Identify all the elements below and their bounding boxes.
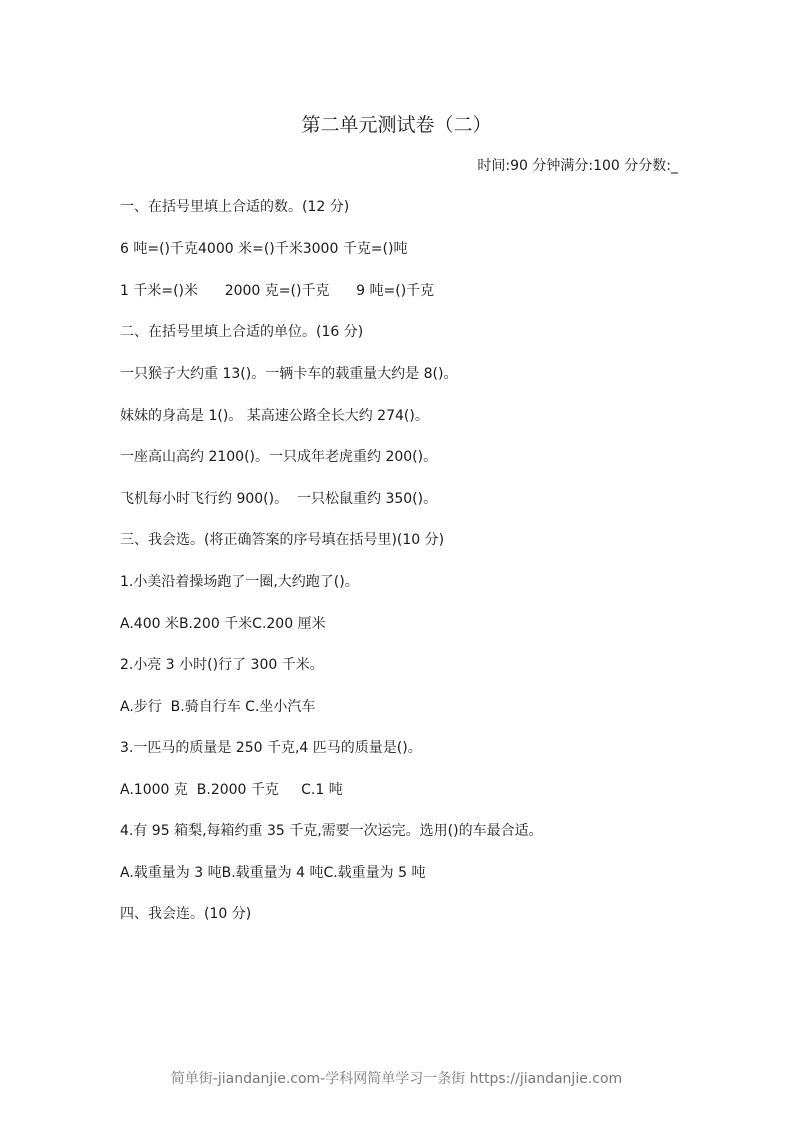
section-1-heading: 一、在括号里填上合适的数。(12 分)	[120, 199, 350, 215]
section-3-options-3: A.1000 克 B.2000 千克 C.1 吨	[120, 782, 343, 798]
section-3-heading: 三、我会选。(将正确答案的序号填在括号里)(10 分)	[120, 532, 445, 548]
section-1-question-2: 1 千米=()米 2000 克=()千克 9 吨=()千克	[120, 283, 435, 299]
section-2-question-2: 妹妹的身高是 1()。 某高速公路全长大约 274()。	[120, 408, 429, 424]
document-title: 第二单元测试卷（二）	[301, 114, 492, 136]
section-3-options-4: A.载重量为 3 吨B.载重量为 4 吨C.载重量为 5 吨	[120, 865, 426, 881]
section-2-question-4: 飞机每小时飞行约 900()。 一只松鼠重约 350()。	[120, 491, 438, 507]
section-3-question-1: 1.小美沿着操场跑了一圈,大约跑了()。	[120, 574, 359, 590]
section-3-question-2: 2.小亮 3 小时()行了 300 千米。	[120, 657, 324, 673]
section-4-heading: 四、我会连。(10 分)	[120, 906, 252, 922]
section-3-question-4: 4.有 95 箱梨,每箱约重 35 千克,需要一次运完。选用()的车最合适。	[120, 823, 543, 839]
section-3-question-3: 3.一匹马的质量是 250 千克,4 匹马的质量是()。	[120, 740, 422, 756]
section-3-options-2: A.步行 B.骑自行车 C.坐小汽车	[120, 699, 316, 715]
exam-meta-info: 时间:90 分钟满分:100 分分数:_	[477, 158, 678, 174]
footer-watermark: 简单街-jiandanjie.com-学科网简单学习一条街 https://jiandanjie.com	[170, 1071, 623, 1087]
section-2-question-1: 一只猴子大约重 13()。一辆卡车的载重量大约是 8()。	[120, 366, 458, 382]
section-2-heading: 二、在括号里填上合适的单位。(16 分)	[120, 324, 364, 340]
section-1-question-1: 6 吨=()千克4000 米=()千米3000 千克=()吨	[120, 241, 408, 257]
section-3-options-1: A.400 米B.200 千米C.200 厘米	[120, 616, 326, 632]
section-2-question-3: 一座高山高约 2100()。一只成年老虎重约 200()。	[120, 449, 438, 465]
